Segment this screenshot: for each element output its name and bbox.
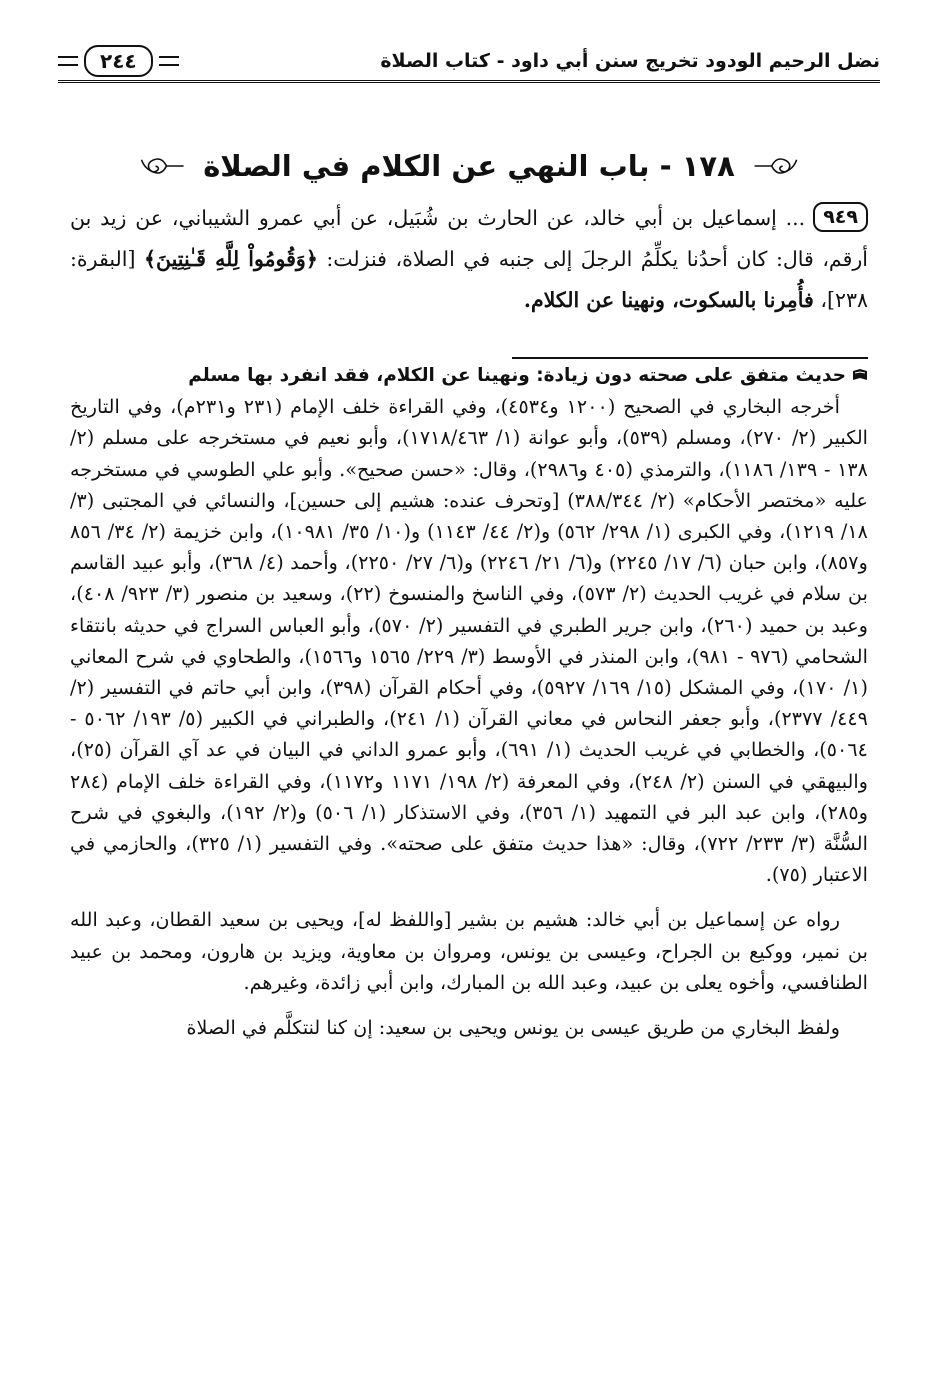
running-title: نضل الرحيم الودود تخريج سنن أبي داود - كتاب الصلاة <box>380 50 880 72</box>
takhrij-notes <box>70 360 868 1043</box>
flourish-ornament-right-icon <box>753 150 798 182</box>
grading-text: حديث متفق على صحته دون زيادة: ونهينا عن الكلام، فقد انفرد بها مسلم <box>188 365 846 386</box>
verse-reference: [البقرة: ٢٣٨]، <box>70 247 868 312</box>
chapter-title: ١٧٨ - باب النهي عن الكلام في الصلاة <box>203 149 735 183</box>
hadith-number: ٩٤٩ <box>813 202 868 232</box>
flourish-ornament-left-icon <box>140 150 185 182</box>
quran-verse: ﴿وَقُومُواْ لِلَّهِ قَـٰنِتِينَ﴾ <box>143 247 318 271</box>
header-rule <box>58 80 880 83</box>
chapter-heading <box>140 142 798 190</box>
page-number: ٢٤٤ <box>84 45 153 77</box>
page-number-box <box>58 45 179 77</box>
hadith-text <box>70 198 868 321</box>
double-line-ornament-right <box>159 56 179 66</box>
hadith-text-part-1: ... إسماعيل بن أبي خالد، عن الحارث بن شُبَيل، عن أبي عمرو الشيباني، عن زيد بن أرقم، قال: كان أحدُنا يكلِّمُ الرجلَ إلى جنبه في الصلاة، فنزلت: <box>70 206 868 271</box>
hadith-text-part-2: فأُمِرنا بالسكوت، ونهينا عن الكلام. <box>523 288 814 312</box>
footnote-separator <box>512 357 868 359</box>
double-line-ornament-left <box>58 56 78 66</box>
running-header <box>58 44 880 78</box>
book-icon <box>852 368 868 382</box>
narrators-paragraph: رواه عن إسماعيل بن أبي خالد: هشيم بن بشير [واللفظ له]، ويحيى بن سعيد القطان، وعبد الله بن نمير، ووكيع بن الجراح، وعيسى بن يونس، ومروان بن معاوية، ويزيد بن هارون، ومحمد بن عبيد الطنافسي، وأخوه يعلى بن عبيد، وعبد الله بن المبارك، وابن أبي زائدة، وغيرهم. <box>70 908 868 994</box>
bukhari-wording-paragraph: ولفظ البخاري من طريق عيسى بن يونس ويحيى بن سعيد: إن كنا لنتكلَّم في الصلاة <box>186 1016 840 1040</box>
grading-line <box>70 360 868 391</box>
takhrij-paragraph: أخرجه البخاري في الصحيح (١٢٠٠ و٤٥٣٤)، وفي القراءة خلف الإمام (٢٣١ و٢٣١م)، وفي التاريخ الكبير (٢/ ٢٧٠)، ومسلم (٥٣٩)، وأبو عوانة (١/ ١٧١٨/٤٦٣)، وأبو نعيم في مستخرجه على مسلم (٢/ ١٣٨ - ١٣٩/ ١١٨٦)، والترمذي (٤٠٥ و٢٩٨٦)، وقال: «حسن صحيح». وأبو علي الطوسي في مستخرجه عليه «مختصر الأحكام» (٢/ ٣٨٨/٣٤٤) [وتحرف عنده: هشيم إلى حسين]، والنسائي في المجتبى (٣/ ١٨/ ١٢١٩)، وفي الكبرى (١/ ٢٩٨/ ٥٦٢) و(٢/ ٤٤/ ١١٤٣) و(١٠/ ٣٥/ ١٠٩٨١)، وابن خزيمة (٢/ ٣٤/ ٨٥٦ و٨٥٧)، وابن حبان (٦/ ١٧/ ٢٢٤٥) و(٦/ ٢١/ ٢٢٤٦) و(٦/ ٢٧/ ٢٢٥٠)، وأحمد (٤/ ٣٦٨)، وأبو عبيد القاسم بن سلام في غريب الحديث (٢/ ٥٧٣)، وفي الناسخ والمنسوخ (٢٢)، وسعيد بن منصور (٣/ ٩٢٣/ ٤٠٨)، وعبد بن حميد (٢٦٠)، وابن جرير الطبري في التفسير (٢/ ٥٧٠)، وأبو العباس السراج في حديثه بانتقاء الشحامي (٩٧٦ - ٩٨١)، وابن المنذر في الأوسط (٣/ ٢٢٩/ ١٥٦٥ و١٥٦٦)، والطحاوي في شرح المعاني (١/ ١٧٠)، وفي المشكل (١٥/ ١٦٩/ ٥٩٢٧)، وفي أحكام القرآن (٣٩٨)، وابن أبي حاتم في التفسير (٢/ ٤٤٩/ ٢٣٧٧)، وأبو جعفر النحاس في معاني القرآن (١/ ٢٤١)، والطبراني في الكبير (٥/ ١٩٣/ ٥٠٦٢ - ٥٠٦٤)، والخطابي في غريب الحديث (١/ ٦٩١)، وأبو عمرو الداني في البيان في عد آي القرآن (٢٥)، والبيهقي في السنن (٢/ ٢٤٨)، وفي المعرفة (٢/ ١٩٨/ ١١٧١ و١١٧٢)، وفي القراءة خلف الإمام (٢٨٤ و٢٨٥)، وابن عبد البر في التمهيد (١/ ٣٥٦)، وفي الاستذكار (١/ ٥٠٦) و(٢/ ١٩٢)، والبغوي في شرح السُّنَّة (٣/ ٢٣٣/ ٧٢٢)، وقال: «هذا حديث متفق على صحته». وفي التفسير (١/ ٣٢٥)، والحازمي في الاعتبار (٧٥). <box>70 395 868 887</box>
